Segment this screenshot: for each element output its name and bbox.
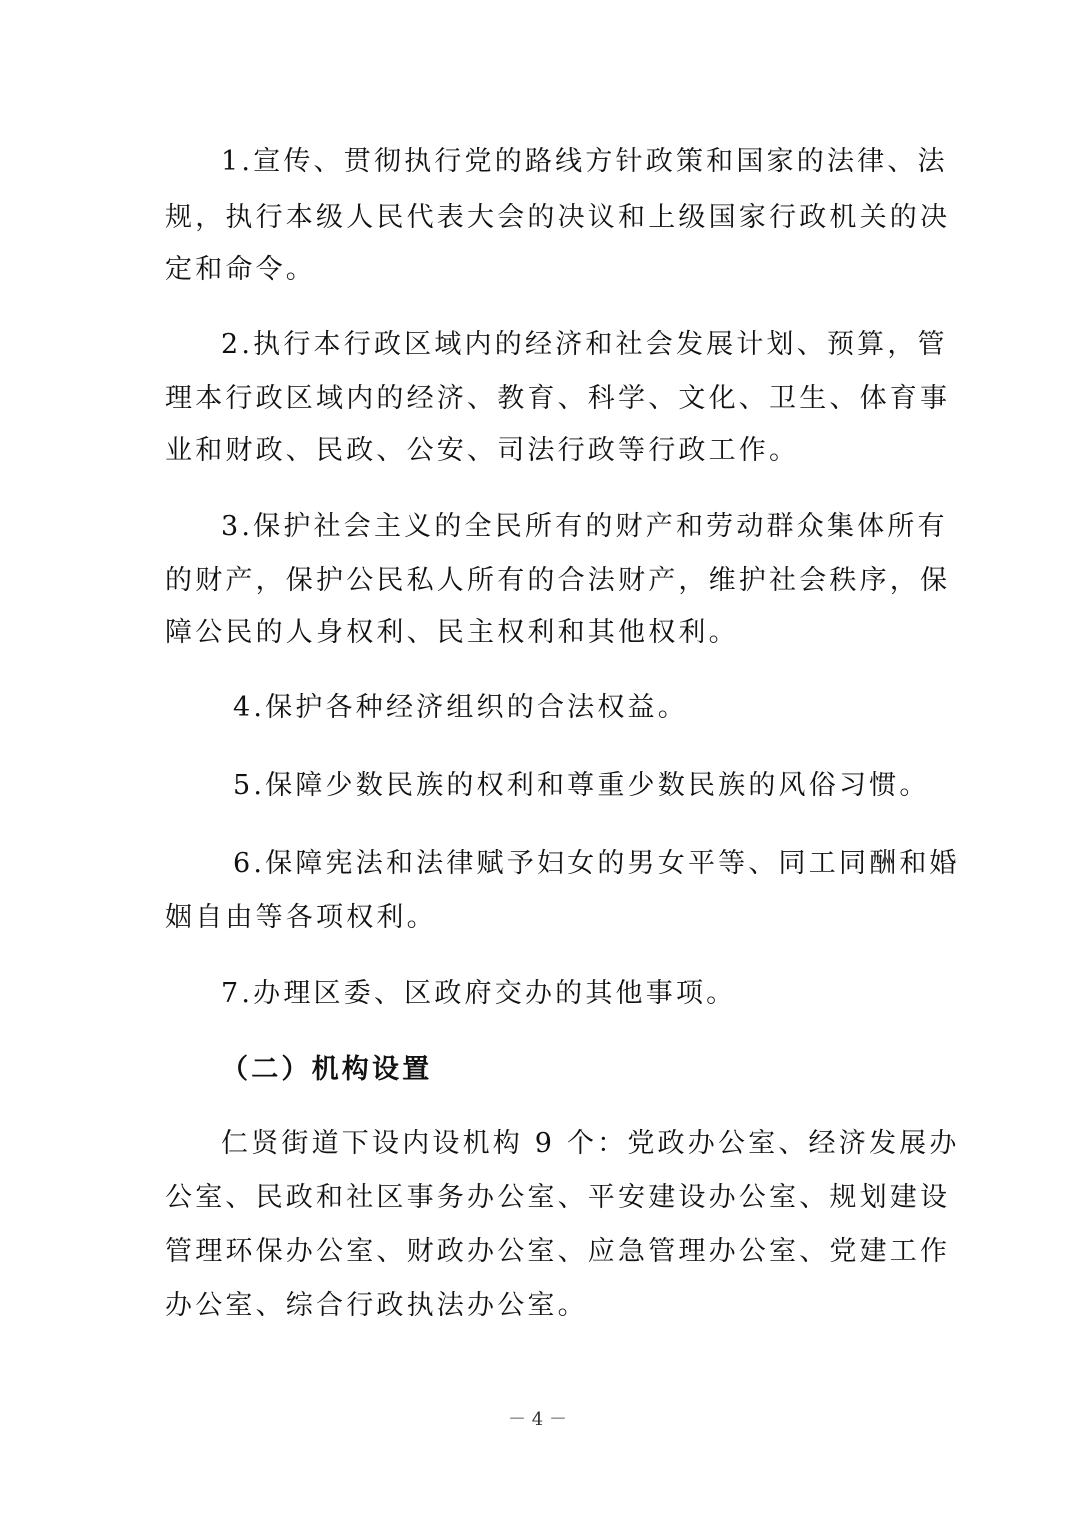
structure-line-3: 管理环保办公室、财政办公室、应急管理办公室、党建工作 xyxy=(165,1236,951,1267)
item-2-line-3: 业和财政、民政、公安、司法行政等行政工作。 xyxy=(165,435,800,466)
item-6-line-1: 6.保障宪法和法律赋予妇女的男女平等、同工同酬和婚 xyxy=(233,848,960,879)
item-1-line-1: 1.宣传、贯彻执行党的路线方针政策和国家的法律、法 xyxy=(221,146,948,177)
item-4-line-1: 4.保护各种经济组织的合法权益。 xyxy=(233,692,688,723)
item-3-line-1: 3.保护社会主义的全民所有的财产和劳动群众集体所有 xyxy=(221,511,948,542)
item-1-line-2: 规，执行本级人民代表大会的决议和上级国家行政机关的决 xyxy=(165,202,951,233)
item-3-line-3: 障公民的人身权利、民主权利和其他权利。 xyxy=(165,617,739,648)
item-6-line-2: 姻自由等各项权利。 xyxy=(165,902,437,933)
item-2-line-1: 2.执行本行政区域内的经济和社会发展计划、预算，管 xyxy=(221,329,948,360)
page-number: － 4 － xyxy=(508,1409,567,1430)
section-heading: （二）机构设置 xyxy=(221,1054,433,1085)
structure-line-4: 办公室、综合行政执法办公室。 xyxy=(165,1290,588,1321)
item-7-line-1: 7.办理区委、区政府交办的其他事项。 xyxy=(221,978,737,1009)
item-5-line-1: 5.保障少数民族的权利和尊重少数民族的风俗习惯。 xyxy=(233,770,930,801)
structure-line-1: 仁贤街道下设内设机构 9 个：党政办公室、经济发展办 xyxy=(221,1128,960,1159)
structure-line-2: 公室、民政和社区事务办公室、平安建设办公室、规划建设 xyxy=(165,1182,951,1213)
item-2-line-2: 理本行政区域内的经济、教育、科学、文化、卫生、体育事 xyxy=(165,383,951,414)
item-3-line-2: 的财产，保护公民私人所有的合法财产，维护社会秩序，保 xyxy=(165,565,951,596)
item-1-line-3: 定和命令。 xyxy=(165,254,316,285)
